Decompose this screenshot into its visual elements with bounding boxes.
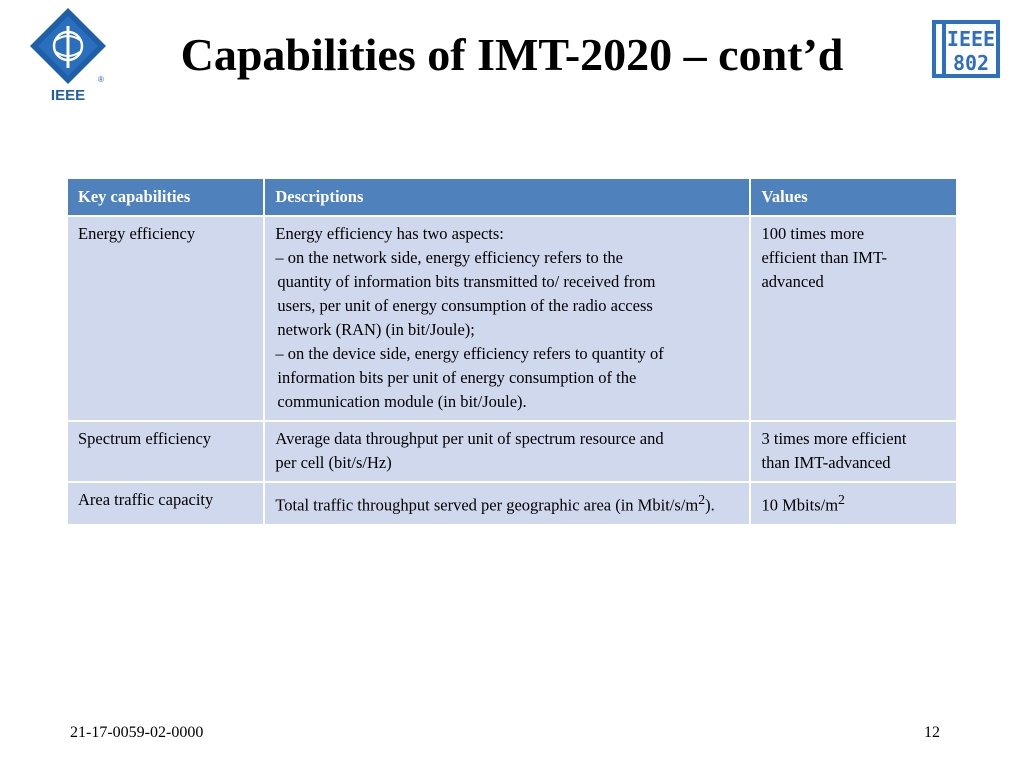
description-cell — [264, 482, 750, 525]
description-text-end: ). — [705, 495, 715, 515]
capabilities-table — [68, 179, 956, 526]
superscript: 2 — [698, 492, 706, 507]
description-line: network (RAN) (in bit/Joule); — [277, 320, 475, 339]
slide-title: Capabilities of IMT-2020 – cont’d — [180, 29, 844, 80]
table-row — [68, 216, 956, 421]
table-row — [68, 421, 956, 482]
description-line: communication module (in bit/Joule). — [277, 392, 527, 411]
description-line: Energy efficiency has two aspects: — [275, 224, 504, 243]
value-line: advanced — [761, 272, 824, 291]
capability-cell: Area traffic capacity — [68, 482, 264, 525]
description-line: Average data throughput per unit of spectrum resource and — [275, 429, 664, 448]
capability-cell: Energy efficiency — [68, 216, 264, 421]
description-line: information bits per unit of energy consumption of the — [277, 368, 637, 387]
description-text: Total traffic throughput served per geographic area (in Mbit/s/m — [275, 495, 699, 515]
header-key-capabilities: Key capabilities — [68, 179, 264, 216]
value-cell — [750, 216, 956, 421]
value-text: 10 Mbits/m — [761, 495, 839, 515]
value-line: efficient than IMT- — [761, 248, 888, 267]
value-line: than IMT-advanced — [761, 453, 891, 472]
capability-cell: Spectrum efficiency — [68, 421, 264, 482]
value-line: 3 times more efficient — [761, 429, 907, 448]
header-values: Values — [750, 179, 956, 216]
value-cell — [750, 482, 956, 525]
description-cell — [264, 216, 750, 421]
description-line: – on the network side, energy efficiency refers to the — [275, 248, 623, 267]
table-header-row — [68, 179, 956, 216]
table-row — [68, 482, 956, 525]
description-cell — [264, 421, 750, 482]
svg-text:IEEE: IEEE — [50, 87, 86, 102]
value-line: 100 times more — [761, 224, 865, 243]
value-cell — [750, 421, 956, 482]
header-descriptions: Descriptions — [264, 179, 750, 216]
document-id: 21-17-0059-02-0000 — [70, 724, 204, 741]
description-line: per cell (bit/s/Hz) — [275, 453, 392, 472]
svg-text:802: 802 — [952, 51, 990, 75]
description-line: users, per unit of energy consumption of the radio access — [277, 296, 653, 315]
description-line: quantity of information bits transmitted to/ received from — [277, 272, 656, 291]
superscript: 2 — [838, 492, 845, 507]
svg-text:IEEE: IEEE — [946, 27, 996, 51]
page-number: 12 — [924, 724, 940, 741]
svg-text:®: ® — [98, 75, 104, 84]
description-line: – on the device side, energy efficiency refers to quantity of — [275, 344, 664, 363]
